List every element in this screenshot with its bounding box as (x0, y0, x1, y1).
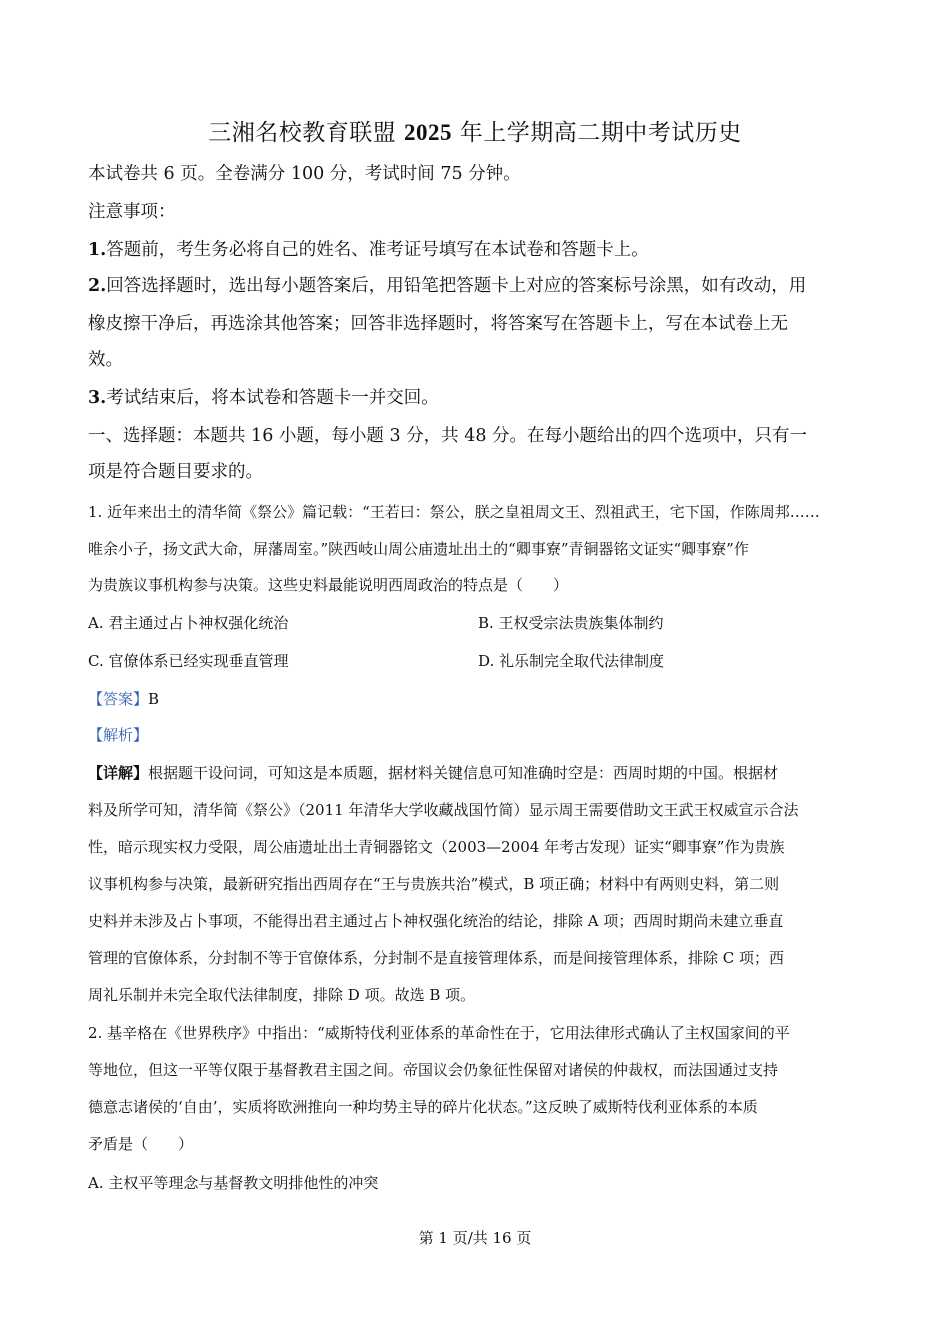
q1-option-c: C. 官僚体系已经实现垂直管理 (88, 652, 289, 670)
note-3-number: 3. (88, 388, 107, 408)
exam-info: 本试卷共 6 页。全卷满分 100 分，考试时间 75 分钟。 (88, 164, 521, 184)
title-suffix: 年上学期高二期中考试历史 (452, 120, 742, 146)
answer-value: B (148, 690, 160, 708)
q1-analysis-tag: 【解析】 (88, 726, 149, 744)
note-1-text: 答题前，考生务必将自己的姓名、准考证号填写在本试卷和答题卡上。 (106, 240, 649, 260)
answer-tag: 【答案】 (88, 690, 149, 708)
q1-detail-line-2: 料及所学可知，清华简《祭公》（2011 年清华大学收藏战国竹简）显示周王需要借助文王武王权威宣示合法 (88, 801, 799, 819)
page-title (0, 114, 950, 147)
q1-detail-line-6: 管理的官僚体系，分封制不等于官僚体系，分封制不是直接管理体系，而是间接管理体系，排除 C 项；西 (88, 949, 785, 967)
note-3-text: 考试结束后，将本试卷和答题卡一并交回。 (106, 388, 439, 408)
q1-option-a: A. 君主通过占卜神权强化统治 (88, 614, 289, 632)
section-heading: 一、选择题：本题共 16 小题，每小题 3 分，共 48 分。在每小题给出的四个选项中，只有一 (88, 426, 808, 446)
note-2 (88, 269, 878, 303)
question-2-stem-line-3: 德意志诸侯的‘自由’，实质将欧洲推向一种均势主导的碎片化状态。”这反映了威斯特伐利亚体系的本质 (88, 1098, 758, 1116)
note-2-line-2: 橡皮擦干净后，再选涂其他答案；回答非选择题时，将答案写在答题卡上，写在本试卷上无 (88, 314, 788, 334)
note-2-line-3: 效。 (88, 350, 123, 370)
question-1-stem-line-2: 唯余小子，扬文武大命，屏藩周室。”陕西岐山周公庙遗址出土的“卿事寮”青铜器铭文证实“卿事寮”作 (88, 540, 749, 558)
q1-detail-line-7: 周礼乐制并未完全取代法律制度，排除 D 项。故选 B 项。 (88, 986, 476, 1004)
note-1-number: 1. (88, 240, 107, 260)
section-heading-line-2: 项是符合题目要求的。 (88, 462, 263, 482)
question-2-stem: 2. 基辛格在《世界秩序》中指出：“威斯特伐利亚体系的革命性在于，它用法律形式确认了主权国家间的平 (88, 1024, 790, 1042)
note-1 (88, 233, 878, 267)
question-2-stem-line-4: 矛盾是（ ） (88, 1135, 194, 1153)
title-prefix: 三湘名校教育联盟 (208, 120, 404, 146)
detail-text: 根据题干设问词，可知这是本质题，据材料关键信息可知准确时空是：西周时期的中国。根据材 (148, 764, 779, 782)
q1-detail-line-3: 性，暗示现实权力受限，周公庙遗址出土青铜器铭文（2003—2004 年考古发现）证实“卿事寮”作为贵族 (88, 838, 785, 856)
q1-detail-line-4: 议事机构参与决策，最新研究指出西周存在“王与贵族共治”模式，B 项正确；材料中有两则史料，第二则 (88, 875, 780, 893)
note-2-number: 2. (88, 276, 107, 296)
notes-heading: 注意事项： (88, 202, 176, 222)
question-1-stem-line-3: 为贵族议事机构参与决策。这些史料最能说明西周政治的特点是（ ） (88, 576, 569, 594)
q1-option-d: D. 礼乐制完全取代法律制度 (478, 652, 665, 670)
detail-tag: 【详解】 (88, 764, 149, 782)
note-2-text: 回答选择题时，选出每小题答案后，用铅笔把答题卡上对应的答案标号涂黑，如有改动，用 (106, 276, 807, 296)
page-footer: 第 1 页/共 16 页 (418, 1229, 532, 1247)
q1-detail-line-5: 史料并未涉及占卜事项，不能得出君主通过占卜神权强化统治的结论，排除 A 项；西周时期尚未建立垂直 (88, 912, 784, 930)
question-1-stem: 1. 近年来出土的清华简《祭公》篇记载：“王若曰：祭公，朕之皇祖周文王、烈祖武王，宅下国，作陈周邦…… (88, 503, 820, 521)
q1-option-b: B. 王权受宗法贵族集体制约 (478, 614, 664, 632)
note-3 (88, 381, 878, 415)
question-2-stem-line-2: 等地位，但这一平等仅限于基督教君主国之间。帝国议会仍象征性保留对诸侯的仲裁权，而法国通过支持 (88, 1061, 779, 1079)
q1-detail (88, 755, 878, 791)
title-year: 2025 (404, 120, 452, 145)
q2-option-a: A. 主权平等理念与基督教文明排他性的冲突 (88, 1174, 379, 1192)
q1-answer (88, 681, 878, 717)
